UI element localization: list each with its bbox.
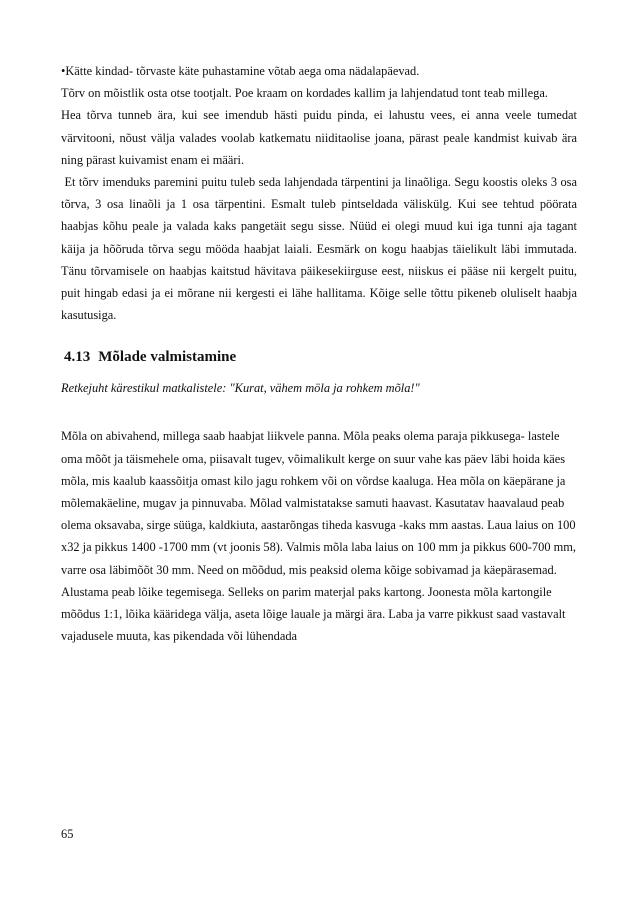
tar-mixture-text: Et tõrv imenduks paremini puitu tuleb seda lahjendada tärpentini ja linaõliga. Segu koostis oleks 3 osa tõrva, 3 osa linaõli ja 1 osa tärpentini. Esmalt tuleb pintseldada väliskülg. Kui see tehtud pöörata haabjas kõhu peale ja valada kaks pangetäit segu sisse. Nüüd ei olegi muud kui iga tunni aja tagant käija ja hõõruda tõrva segu mööda haabjat laiali. Eesmärk on kogu haabjas täielikult läbi immutada. Tänu tõrvamisele on haabjas kaitstud hävitava päikesekiirguse eest, niiskus ei pääse nii kergelt puitu, puit hingab edasi ja ei mõrane nii kergesti ei lähe hallitama. Kõige selle tõttu pikeneb oluliselt haabja kasutusiga. bbox=[61, 175, 577, 323]
tar-mixture-paragraph bbox=[61, 171, 577, 326]
spacer bbox=[61, 399, 577, 425]
tar-purchase-paragraph: Tõrv on mõistlik osta otse tootjalt. Poe kraam on kordades kallim ja lahjendatud tont teab millega. bbox=[61, 86, 548, 101]
page-number: 65 bbox=[61, 827, 74, 841]
good-tar-paragraph: Hea tõrva tunneb ära, kui see imendub hästi puidu pinda, ei lahustu vees, ei anna veele tumedat värvitooni, nõust välja valades voolab katkematu niiditaolise joana, pärast peale kandmist kuivab ära ning pärast kuivamist enam ei määri. bbox=[61, 108, 577, 167]
section-heading bbox=[61, 346, 577, 368]
page-content bbox=[61, 60, 577, 647]
paddle-paragraph: Mõla on abivahend, millega saab haabjat liikvele panna. Mõla peaks olema paraja pikkusega- lastele oma mõõt ja täismehele oma, piisavalt tugev, võimalikult kerge on suur vahe kas päev läbi hoida käes mõla, mis kaalub kaassõitja omast kilo jagu rohkem või on võrdse kaaluga. Hea mõla on käepärane ja mõlemakäeline, mugav ja pinnuvaba. Mõlad valmistatakse samuti haavast. Kasutatav haavalaud peab olema oksavaba, sirge süüga, kaldkiuta, aastarõngas tiheda kasvuga -kaks mm aastas. Laua laius on 100 x32 ja pikkus 1400 -1700 mm (vt joonis 58). Valmis mõla laba laius on 100 mm ja pikkus 600-700 mm, varre osa läbimõõt 30 mm. Need on mõõdud, mis peaksid olema kõige sobivamad ja käepärasemad. Alustama peab lõike tegemisega. Selleks on parim materjal paks kartong. Joonesta mõla kartongile mõõdus 1:1, lõika kääridega välja, aseta lõige lauale ja märgi ära. Laba ja varre pikkust saad vastavalt vajadusele muuta, kas pikendada või lühendada bbox=[61, 429, 576, 644]
epigraph: Retkejuht kärestikul matkalistele: "Kurat, vähem möla ja rohkem mõla!" bbox=[61, 381, 420, 396]
section-title: Mõlade valmistamine bbox=[98, 349, 237, 366]
section-number: 4.13 bbox=[64, 349, 91, 366]
bullet-gloves-paragraph: •Kätte kindad- tõrvaste käte puhastamine võtab aega oma nädalapäevad. bbox=[61, 64, 420, 78]
